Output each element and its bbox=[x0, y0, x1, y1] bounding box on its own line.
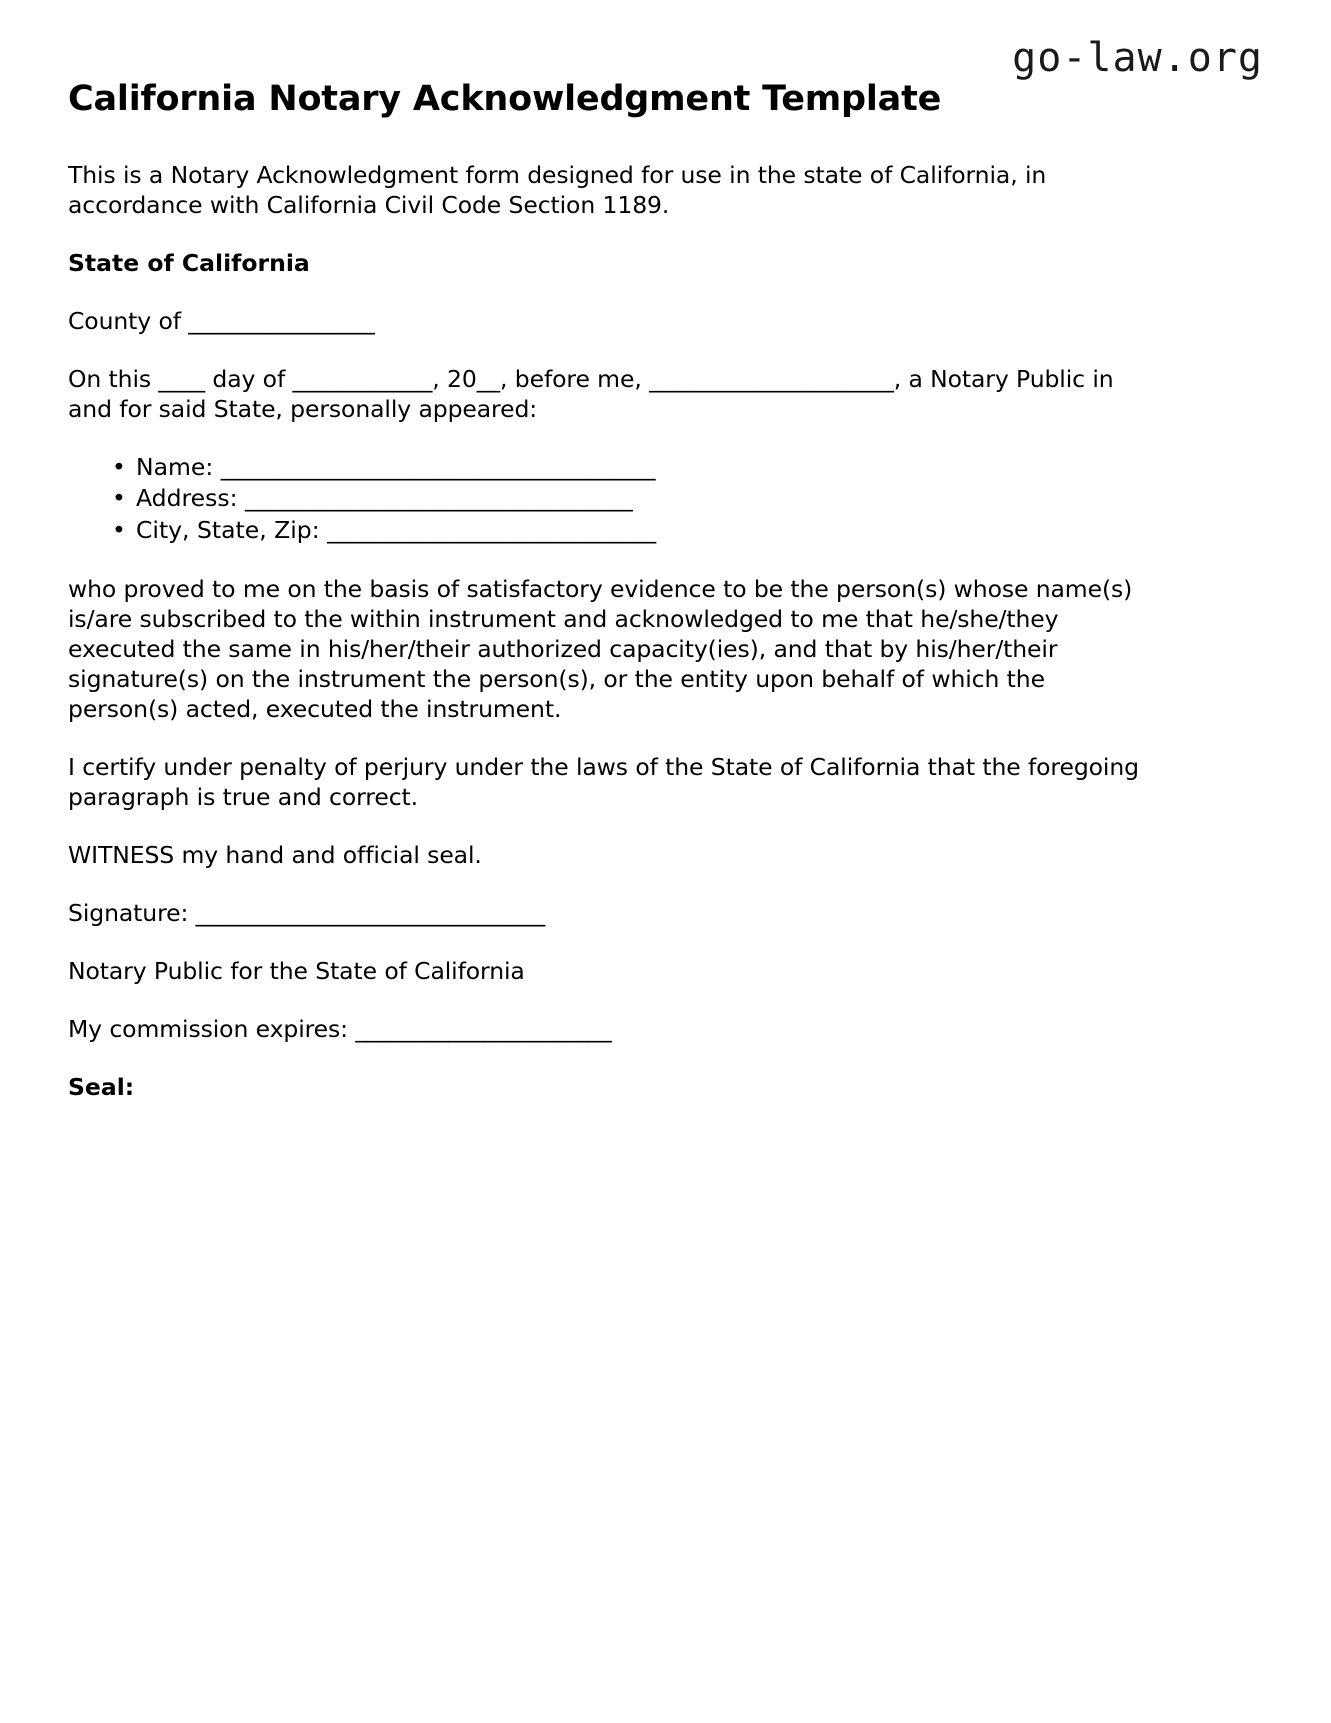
notary-title-line: Notary Public for the State of California bbox=[68, 957, 525, 986]
bullet-icon: • bbox=[112, 484, 126, 513]
intro-paragraph: This is a Notary Acknowledgment form designed for use in the state of California, in accordance with California Civil Code Section 1189. bbox=[68, 161, 1047, 220]
list-item bbox=[108, 483, 1153, 514]
bullet-icon: • bbox=[112, 515, 126, 544]
witness-line: WITNESS my hand and official seal. bbox=[68, 841, 482, 870]
page-title: California Notary Acknowledgment Template bbox=[68, 79, 942, 119]
document-body bbox=[68, 78, 1153, 1102]
state-heading: State of California bbox=[68, 249, 310, 278]
commission-expiry-field-line: My commission expires: ______________________ bbox=[68, 1015, 612, 1044]
appearer-details-list bbox=[68, 452, 1153, 545]
seal-heading: Seal: bbox=[68, 1073, 135, 1102]
site-watermark: go-law.org bbox=[1012, 35, 1263, 81]
party-city-state-zip-field: City, State, Zip: ____________________________ bbox=[136, 515, 657, 544]
list-item bbox=[108, 515, 1153, 546]
party-name-field: Name: _____________________________________ bbox=[136, 453, 656, 482]
party-address-field: Address: _________________________________ bbox=[136, 484, 633, 513]
county-field-line: County of ________________ bbox=[68, 307, 375, 336]
bullet-icon: • bbox=[112, 453, 126, 482]
acknowledgment-date-paragraph: On this ____ day of ____________, 20__, before me, _____________________, a Notary Public in and for said State, personally appeared: bbox=[68, 365, 1114, 424]
list-item bbox=[108, 452, 1153, 483]
signature-field-line: Signature: ______________________________ bbox=[68, 899, 546, 928]
certification-paragraph: I certify under penalty of perjury under the laws of the State of California that the foregoing paragraph is true and correct. bbox=[68, 752, 1139, 811]
who-proved-paragraph: who proved to me on the basis of satisfactory evidence to be the person(s) whose name(s) is/are subscribed to the within instrument and acknowledged to me that he/she/they executed the same in his/her/their authorized capacity(ies), and that by his/her/their signature(s) on the instrument the person(s), or the entity upon behalf of which the person(s) acted, executed the instrument. bbox=[68, 574, 1133, 723]
